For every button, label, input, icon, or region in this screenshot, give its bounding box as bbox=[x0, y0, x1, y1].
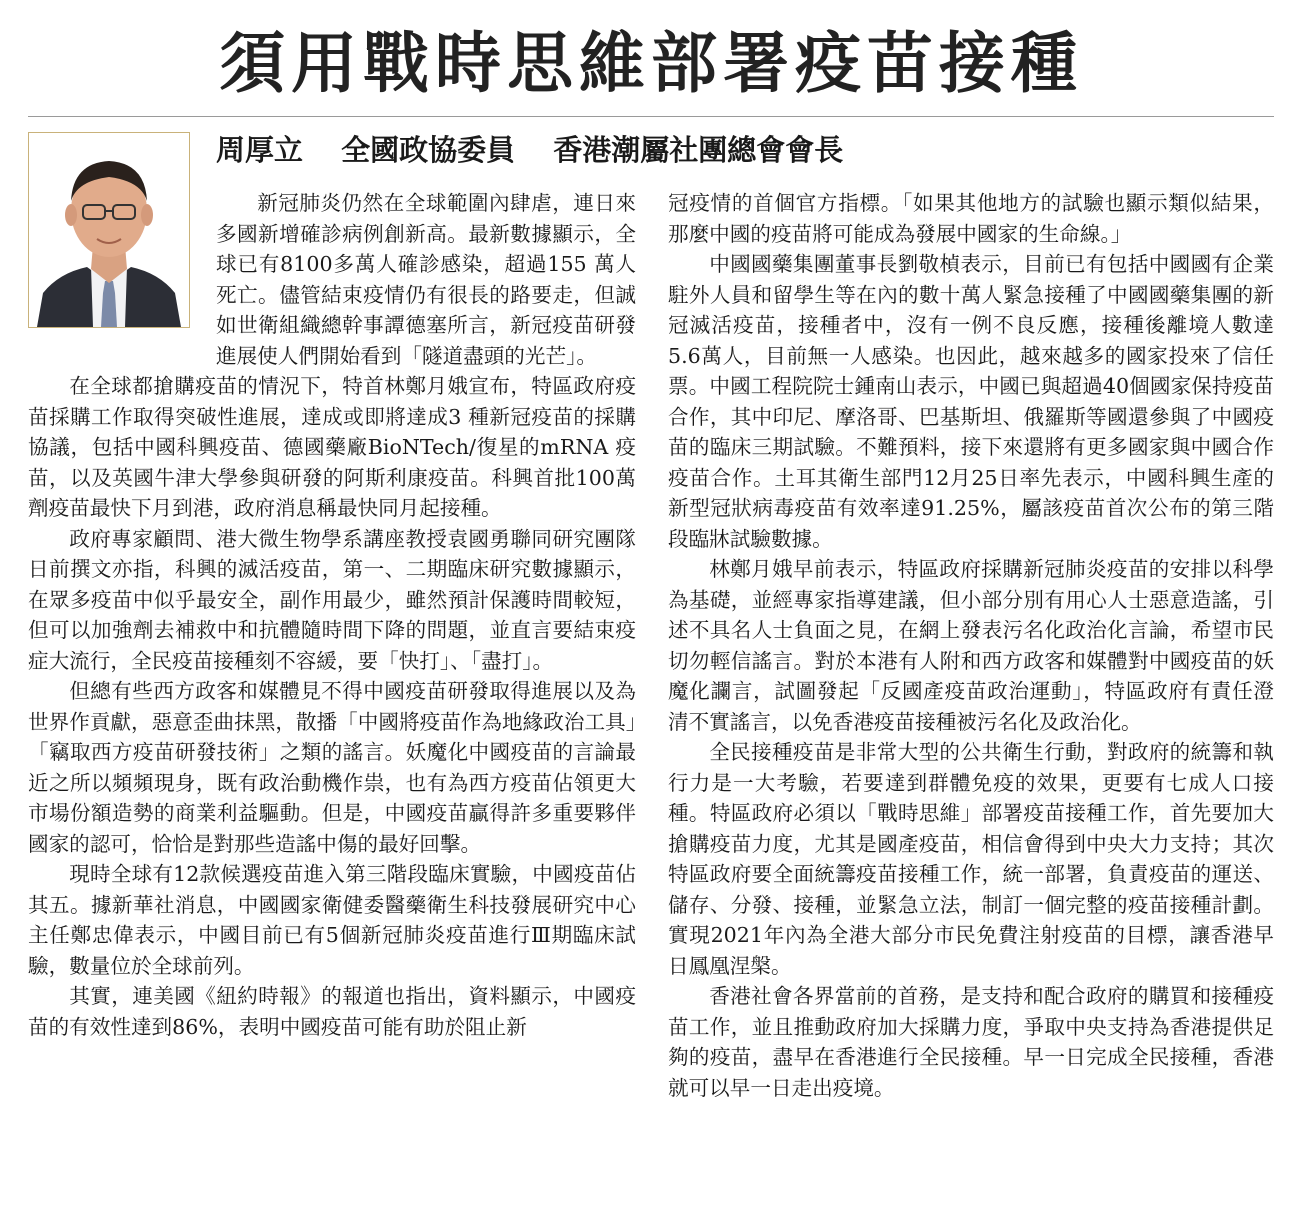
paragraph: 在全球都搶購疫苗的情況下，特首林鄭月娥宣布，特區政府疫苗採購工作取得突破性進展，達成或即將達成3 種新冠疫苗的採購協議，包括中國科興疫苗、德國藥廠BioNTech/復星的mRNA 疫苗，以及英國牛津大學參與研發的阿斯利康疫苗。科興首批100萬劑疫苗最快下月到港，政府消息稱最快同月起接種。 bbox=[28, 374, 636, 520]
paragraph: 冠疫情的首個官方指標。「如果其他地方的試驗也顯示類似結果，那麼中國的疫苗將可能成為發展中國家的生命線。」 bbox=[668, 191, 1274, 246]
author-role-2: 香港潮屬社團總會會長 bbox=[553, 133, 844, 167]
paragraph: 中國國藥集團董事長劉敬楨表示，目前已有包括中國國有企業駐外人員和留學生等在內的數十萬人緊急接種了中國國藥集團的新冠滅活疫苗，接種者中，沒有一例不良反應，接種後離境人數達5.6萬人，目前無一人感染。也因此，越來越多的國家投來了信任票。中國工程院院士鍾南山表示，中國已與超過40個國家保持疫苗合作，其中印尼、摩洛哥、巴基斯坦、俄羅斯等國還參與了中國疫苗的臨床三期試驗。不難預料，接下來還將有更多國家與中國合作疫苗合作。土耳其衛生部門12月25日率先表示，中國科興生產的新型冠狀病毒疫苗有效率達91.25%，屬該疫苗首次公布的第三階段臨牀試驗數據。 bbox=[668, 252, 1274, 551]
column-2 bbox=[668, 188, 1274, 1103]
paragraph: 香港社會各界當前的首務，是支持和配合政府的購買和接種疫苗工作，並且推動政府加大採購力度，爭取中央支持為香港提供足夠的疫苗，盡早在香港進行全民接種。早一日完成全民接種，香港就可以早一日走出疫境。 bbox=[668, 984, 1274, 1100]
column-1 bbox=[28, 188, 636, 1042]
author-role-1: 全國政協委員 bbox=[341, 133, 516, 167]
paragraph: 現時全球有12款候選疫苗進入第三階段臨床實驗，中國疫苗佔其五。據新華社消息，中國國家衛健委醫藥衛生科技發展研究中心主任鄭忠偉表示，中國目前已有5個新冠肺炎疫苗進行Ⅲ期臨床試驗，數量位於全球前列。 bbox=[28, 862, 636, 978]
paragraph: 政府專家顧問、港大微生物學系講座教授袁國勇聯同研究團隊日前撰文亦指，科興的滅活疫苗，第一、二期臨床研究數據顯示，在眾多疫苗中似乎最安全，副作用最少，雖然預計保護時間較短，但可以加強劑去補救中和抗體隨時間下降的問題，並直言要結束疫症大流行，全民疫苗接種刻不容緩，要「快打」、「盡打」。 bbox=[28, 526, 636, 673]
paragraph: 但總有些西方政客和媒體見不得中國疫苗研發取得進展以及為世界作貢獻，惡意歪曲抹黑，散播「中國將疫苗作為地緣政治工具」「竊取西方疫苗研發技術」之類的謠言。妖魔化中國疫苗的言論最近之所以頻頻現身，既有政治動機作祟，也有為西方疫苗佔領更大市場份額造勢的商業利益驅動。但是，中國疫苗贏得許多重要夥伴國家的認可，恰恰是對那些造謠中傷的最好回擊。 bbox=[28, 679, 636, 856]
photo-spacer bbox=[28, 188, 216, 370]
paragraph: 全民接種疫苗是非常大型的公共衛生行動，對政府的統籌和執行力是一大考驗，若要達到群體免疫的效果，更要有七成人口接種。特區政府必須以「戰時思維」部署疫苗接種工作，首先要加大搶購疫苗力度，尤其是國產疫苗，相信會得到中央大力支持；其次特區政府要全面統籌疫苗接種工作，統一部署，負責疫苗的運送、儲存、分發、接種，並緊急立法，制訂一個完整的疫苗接種計劃。實現2021年內為全港大部分市民免費注射疫苗的目標，讓香港早日鳳凰涅槃。 bbox=[668, 740, 1274, 978]
paragraph: 新冠肺炎仍然在全球範圍內肆虐，連日來多國新增確診病例創新高。最新數據顯示，全球已有8100多萬人確診感染，超過155 萬人死亡。儘管結束疫情仍有很長的路要走，但誠如世衛組織總幹事譚德塞所言，新冠疫苗研發進展使人們開始看到「隧道盡頭的光芒」。 bbox=[216, 191, 636, 368]
paragraph: 林鄭月娥早前表示，特區政府採購新冠肺炎疫苗的安排以科學為基礎，並經專家指導建議，但小部分別有用心人士惡意造謠，引述不具名人士負面之見，在網上發表污名化政治化言論，希望市民切勿輕信謠言。對於本港有人附和西方政客和媒體對中國疫苗的妖魔化讕言，試圖發起「反國產疫苗政治運動」，特區政府有責任澄清不實謠言，以免香港疫苗接種被污名化及政治化。 bbox=[668, 557, 1274, 734]
author-byline bbox=[216, 130, 871, 170]
title-divider bbox=[28, 116, 1274, 117]
author-name: 周厚立 bbox=[216, 133, 304, 167]
paragraph: 其實，連美國《紐約時報》的報道也指出，資料顯示，中國疫苗的有效性達到86%，表明中國疫苗可能有助於阻止新 bbox=[28, 984, 636, 1039]
article-title: 須用戰時思維部署疫苗接種 bbox=[219, 25, 1083, 102]
